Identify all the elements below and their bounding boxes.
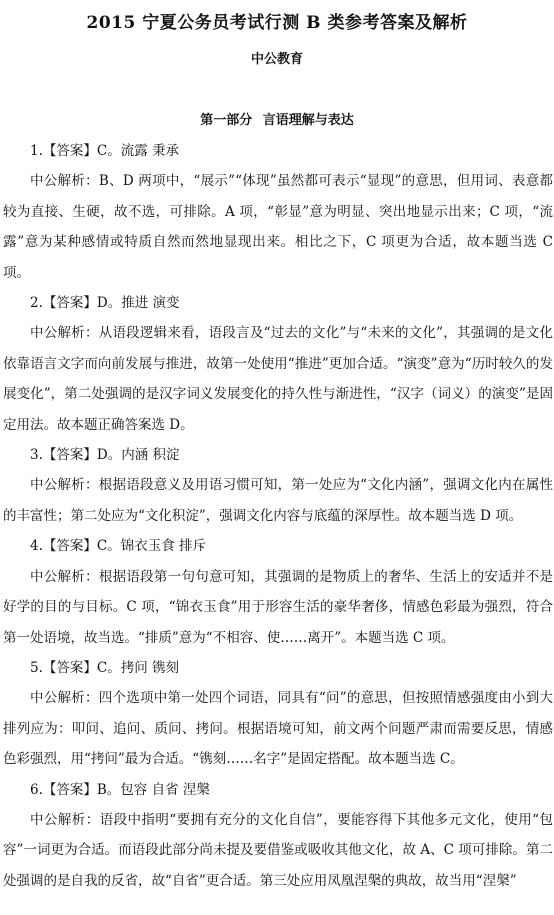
document-subtitle: 中公教育	[250, 52, 303, 67]
analysis-paragraph: 中公解析：四个选项中第一处四个词语，同具有“问”的意思，但按照情感强度由小到大排列应为：叩问、追问、质问、拷问。根据语境可知，前文两个问题严肃而需要反思，情感色彩强烈，用“拷问”最为合适。“镌刻……名字”是固定搭配。故本题当选 C。	[3, 690, 553, 768]
answer-item-5	[3, 653, 553, 775]
answer-item-1	[3, 136, 553, 288]
answer-line: 4.【答案】C。锦衣玉食 排斥	[30, 538, 207, 555]
answer-item-3	[3, 440, 553, 531]
answer-line: 2.【答案】D。推进 演变	[30, 295, 180, 312]
answer-line: 1.【答案】C。流露 秉承	[30, 143, 180, 159]
analysis-paragraph: 中公解析：根据语段第一句句意可知，其强调的是物质上的奢华、生活上的安适并不是好学的目的与目标。C 项，“锦衣玉食”用于形容生活的豪华奢侈，情感色彩最为强烈，符合第一处语境，故当选。“排质”意为“不相容、使……离开”。本题当选 C 项。	[3, 568, 553, 646]
answer-line: 5.【答案】C。拷问 镌刻	[30, 659, 180, 676]
answer-item-4	[3, 531, 553, 653]
analysis-paragraph: 中公解析：语段中指明“要拥有充分的文化自信”，要能容得下其他多元文化，使用“包容”一词更为合适。而语段此部分尚未提及要借鉴或吸收其他文化，故 A、C 项可排除。第二处强调的是自我的反省，故“自省”更合适。第三处应用凤凰涅槃的典故，故当用“涅槃”	[3, 811, 553, 889]
answer-list	[3, 136, 553, 896]
document-title: 2015 宁夏公务员考试行测 B 类参考答案及解析	[86, 13, 468, 33]
section-heading: 第一部分 言语理解与表达	[200, 113, 354, 128]
answer-line: 6.【答案】B。包容 自省 涅槃	[30, 781, 210, 798]
answer-line: 3.【答案】D。内涵 积淀	[30, 447, 180, 464]
analysis-paragraph: 中公解析：从语段逻辑来看，语段言及“过去的文化”与“未来的文化”，其强调的是文化依靠语言文字而向前发展与推进，故第一处使用“推进”更加合适。“演变”意为“历时较久的发展变化”，第二处强调的是汉字词义发展变化的持久性与渐进性，“汉字（词义）的演变”是固定用法。故本题正确答案选 D。	[3, 325, 553, 433]
analysis-paragraph: 中公解析：根据语段意义及用语习惯可知，第一处应为“文化内涵”，强调文化内在属性的丰富性；第二处应为“文化积淀”，强调文化内容与底蕴的深厚性。故本题当选 D 项。	[3, 477, 553, 524]
analysis-paragraph: 中公解析：B、D 两项中，“展示”“体现”虽然都可表示“显现”的意思，但用词、表意都较为直接、生硬，故不选，可排除。A 项，“彰显”意为明显、突出地显示出来；C 项，“流露”意为某种感情或特质自然而然地显现出来。相比之下，C 项更为合适，故本题当选 C 项。	[3, 173, 553, 281]
answer-item-2	[3, 288, 553, 440]
answer-item-6	[3, 775, 553, 897]
